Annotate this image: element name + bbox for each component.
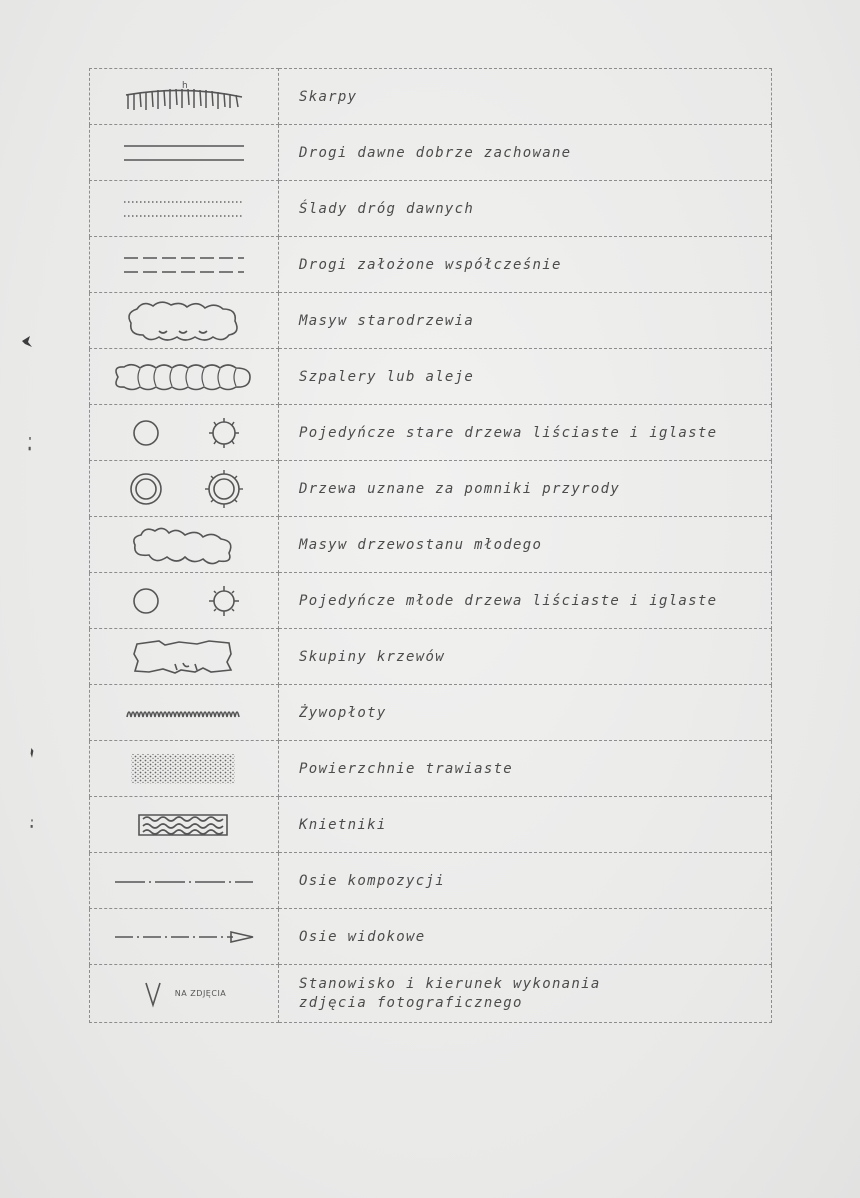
legend-label: Pojedyńcze stare drzewa liściaste i iglaste: [279, 405, 772, 461]
legend-label: Powierzchnie trawiaste: [279, 741, 772, 797]
legend-label: Masyw drzewostanu młodego: [279, 517, 772, 573]
dotted-double-line-symbol: [90, 181, 279, 237]
legend-label-line2: zdjęcia fotograficznego: [299, 994, 523, 1011]
legend-row: [90, 125, 772, 181]
legend-row: [90, 797, 772, 853]
legend-label: Skarpy: [279, 69, 772, 125]
cloud-outline-symbol: [90, 293, 279, 349]
punch-mark: [28, 748, 36, 762]
dash-dot-line-symbol: [90, 853, 279, 909]
legend-row: [90, 965, 772, 1023]
legend-label: Masyw starodrzewia: [279, 293, 772, 349]
small-circle-and-spiked-circle-symbol: [90, 573, 279, 629]
punch-mark: [20, 335, 34, 349]
legend-row: [90, 741, 772, 797]
legend-row: [90, 909, 772, 965]
wavy-line-symbol: [90, 685, 279, 741]
legend-label: Ślady dróg dawnych: [279, 181, 772, 237]
legend-label: Drzewa uznane za pomniki przyrody: [279, 461, 772, 517]
legend-row: [90, 853, 772, 909]
skarpy-symbol: [90, 69, 279, 125]
dotted-rectangle-symbol: [90, 741, 279, 797]
shrub-outline-symbol: [90, 629, 279, 685]
legend-table: [89, 68, 772, 1023]
skarpy-symbol-label: h: [182, 80, 188, 91]
legend-label: Pojedyńcze młode drzewa liściaste i iglaste: [279, 573, 772, 629]
legend-label: Drogi dawne dobrze zachowane: [279, 125, 772, 181]
legend-label: Knietniki: [279, 797, 772, 853]
legend-label-line1: Stanowisko i kierunek wykonania: [299, 975, 601, 992]
legend-label: Skupiny krzewów: [279, 629, 772, 685]
legend-row: [90, 349, 772, 405]
legend-row: [90, 573, 772, 629]
dashed-double-line-symbol: [90, 237, 279, 293]
thicket-pattern-symbol: [90, 797, 279, 853]
legend-row: [90, 405, 772, 461]
punch-mark: [28, 818, 36, 832]
punch-mark: [26, 437, 34, 451]
legend-row: [90, 293, 772, 349]
legend-row: [90, 181, 772, 237]
dash-dot-arrow-symbol: [90, 909, 279, 965]
double-circles-symbol: [90, 461, 279, 517]
legend-row: [90, 517, 772, 573]
chain-of-circles-symbol: [90, 349, 279, 405]
solid-double-line-symbol: [90, 125, 279, 181]
legend-label: Drogi założone współcześnie: [279, 237, 772, 293]
legend-row: [90, 461, 772, 517]
legend-row: [90, 629, 772, 685]
legend-label: Szpalery lub aleje: [279, 349, 772, 405]
legend-row: [90, 685, 772, 741]
v-mark-caption: NA ZDJĘCIA: [174, 989, 227, 998]
small-cloud-outline-symbol: [90, 517, 279, 573]
circle-and-spiked-circle-symbol: [90, 405, 279, 461]
legend-label: Osie widokowe: [279, 909, 772, 965]
v-mark-icon: [142, 979, 164, 1009]
legend-row: [90, 237, 772, 293]
legend-label: Żywopłoty: [279, 685, 772, 741]
legend-label: [279, 965, 772, 1023]
v-mark-symbol: [90, 965, 279, 1023]
legend-row: [90, 69, 772, 125]
legend-label: Osie kompozycji: [279, 853, 772, 909]
